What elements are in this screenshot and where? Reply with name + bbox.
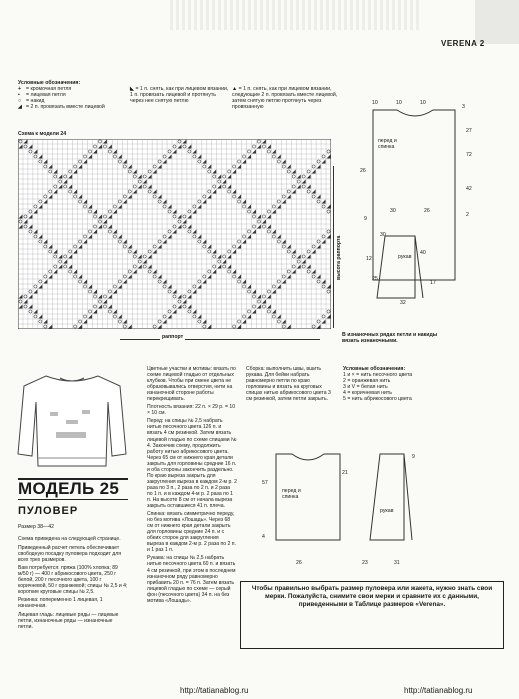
dim-label: 40 — [420, 250, 426, 256]
model-title: МОДЕЛЬ 25 — [18, 479, 120, 498]
rapport-label: раппорт — [162, 334, 184, 340]
model-size: Размер 38—42 — [18, 524, 54, 530]
legend-symbols — [18, 80, 123, 110]
page-number: 2 — [479, 39, 485, 48]
watermark-right: http://tatianablog.ru — [404, 686, 473, 695]
sizing-note-box — [240, 581, 504, 649]
knit-stitch-icon: ▪ — [18, 92, 20, 99]
legend-item-2 — [130, 86, 230, 104]
legend-item-3 — [232, 86, 338, 110]
dim-label: 30 — [390, 208, 396, 214]
dim-label: 23 — [362, 560, 368, 566]
model-subtitle: ПУЛОВЕР — [18, 505, 79, 517]
legend-item-text: = 1 п. снять, как при лицевом вязании, следующие 2 п. провязать вместе лицевой, затем снятую петлю протянуть через провязанную — [232, 86, 338, 111]
paragraph: Перед: на спицы № 2,5 набрать нитью песочного цвета 126 п. и вязать 4 см резинкой. Затем вязать лицевой гладью по схеме спицами № 4. Закончив схему, продолжить работу нитью абрикосового цвета. Через 65 см от нижнего края детали закрыть для горловины средние 16 п. и оба стороны закончить раздельно. По краю выреза закрыть для закругления выреза в каждом 2-м р. 2 раза по 3 п., 2 раза по 2 п. и 2 раза по 1 п. и в каждом 4-м р. 2 раза по 1 п. На высоте 8 см от начала выреза закрыть оставшиеся 41 п. плеча. — [147, 418, 237, 510]
legend-item: 3 и V = белая нить — [343, 384, 388, 391]
rapport-height-line — [333, 166, 334, 328]
watermark-center: http://tatianablog.ru — [180, 686, 249, 695]
dim-label: 26 — [424, 208, 430, 214]
rapport-line — [120, 339, 320, 340]
legend-item — [18, 104, 123, 110]
chart-note: В изнаночных рядах петли и накиды вязать изнаночными. — [342, 332, 438, 345]
legend-item: 2 = оранжевая нить — [343, 378, 391, 385]
edge-stitch-icon: + — [18, 86, 22, 93]
paragraph: Резинка: попеременно 1 лицевая, 1 изнаночная. — [18, 597, 103, 610]
legend-item: 5 = нить абрикосового цвета — [343, 396, 412, 403]
double-decrease-icon: ▲ — [232, 86, 238, 92]
dim-label: 21 — [342, 470, 348, 476]
paragraph: Схема приведена на следующей странице. — [18, 536, 121, 542]
schematic-front-label: перед и спинка — [282, 488, 301, 501]
schematic-front-label: перед и спинка — [378, 138, 397, 151]
legend-item-text: = накид — [26, 98, 45, 105]
paragraph: Цветные участки и мотивы: вязать по схеме лицевой гладью от отдельных клубков. Чтобы при смене цвета не образовывались отверстия, нити на изнаночной стороне работы перекрещивать. — [147, 366, 236, 403]
dim-label: 3 — [462, 104, 465, 110]
dim-label: 9 — [412, 454, 415, 460]
paragraph: Плотность вязания: 22 п. × 29 р. = 10 × 10 см. — [147, 404, 236, 417]
dim-label: 27 — [466, 128, 472, 134]
legend-item-text: = 2 п. провязать вместе лицевой — [26, 104, 105, 111]
paragraph: Спинка: вязать симметрично переду, но без мотива «Лошадь». Через 68 см от нижнего края детали закрыть для горловины средние 24 п. и с обеих сторон для закругления выреза в каждом 2-м р. 2 раза по 2 п. и 1 раз 1 п. — [147, 511, 236, 554]
dim-label: 26 — [360, 168, 366, 174]
sweater-drawing — [16, 362, 128, 470]
schematic-sleeve-label: рукав — [398, 254, 412, 260]
paragraph: Рукава: на спицы № 2,5 набрать нитью песочного цвета 60 п. и вязать 4 см резинкой, при этом в последнем изнаночном ряду равномерно прибавить 20 п. = 76 п. Затем вязать лицевой гладью по схеме — серый фон (песочного цвета) 34 п. на без мотива «Лошадь». — [147, 555, 236, 604]
paragraph: Лицевая гладь: лицевые ряды — лицевые петли, изнаночные ряды — изнаночные петли. — [18, 611, 119, 630]
legend-item-text: = кромочная петля — [26, 86, 72, 93]
decrease-icon: ◢ — [18, 104, 22, 111]
chart-title: Схема к модели 24 — [18, 131, 67, 137]
title-rule — [18, 499, 128, 500]
instructions-col-3 — [246, 366, 334, 402]
legend-colors — [343, 366, 483, 403]
legend-title: Условные обозначения: — [343, 366, 406, 372]
dim-label: 30 — [380, 232, 386, 238]
legend-item: 4 = коричневая нить — [343, 390, 392, 397]
corner-tab — [475, 0, 519, 44]
paragraph: Вам потребуется: пряжа (100% хлопка; 89 м/50 г) — 400 г абрикосового цвета, 250 г белой, 200 г песочного цвета, 100 г коричневой, 50 г оранжевой; спицы № 2,5 и 4; короткие круговые спицы № 2,5. — [18, 565, 128, 596]
paragraph: Сборка: выполнить швы, вшить рукава. Для бейки набрать равномерно петли по краю горловины и вязать на круговых спицах нитью абрикосового цвета 3 см резинкой, затем петли закрыть. — [246, 366, 331, 403]
legend-item-text: = 1 п. снять, как при лицевом вязании, 1 п. провязать лицевой и протянуть через нее снятую петлю — [130, 86, 229, 105]
sweater-illustration — [16, 362, 128, 470]
dim-label: 4 — [262, 534, 265, 540]
legend-title: Условные обозначения: — [18, 80, 81, 86]
rapport-height-label: высота раппорта — [336, 235, 342, 280]
header-decoration — [170, 0, 420, 30]
brand-name: VERENA — [441, 39, 478, 48]
dim-label: 10 — [396, 100, 402, 106]
legend-item-text: = лицевая петля — [26, 92, 66, 99]
sizing-note-text: Чтобы правильно выбрать размер пуловера или жакета, нужно знать свои мерки. Пожалуйста, снимите свои мерки и сравните их с данными, приведенными в Таблице размеров «Verena». — [251, 585, 493, 608]
ssk-icon: ◣ — [130, 86, 134, 92]
paragraph: Приведенный расчет петель обеспечивает свободную посадку пуловера подходит для всех трех размеров. — [18, 545, 121, 564]
dim-label: 10 — [420, 100, 426, 106]
dim-label: 10 — [372, 100, 378, 106]
knitting-chart — [18, 139, 331, 329]
yarn-over-icon: ○ — [18, 98, 22, 105]
instructions-col-1 — [18, 536, 128, 630]
dim-label: 31 — [394, 560, 400, 566]
dim-label: 25 — [372, 276, 378, 282]
legend-item: 1 и × = нить песочного цвета — [343, 372, 413, 379]
instructions-col-2 — [147, 366, 237, 604]
dim-label: 72 — [466, 152, 472, 158]
chart-grid — [18, 139, 331, 329]
dim-label: 9 — [364, 216, 367, 222]
dim-label: 32 — [400, 300, 406, 306]
dim-label: 2 — [466, 212, 469, 218]
dim-label: 12 — [366, 256, 372, 262]
dim-label: 26 — [296, 560, 302, 566]
dim-label: 42 — [466, 186, 472, 192]
schematic-sleeve-label: рукав — [380, 508, 394, 514]
brand-header — [441, 39, 485, 48]
dim-label: 17 — [430, 280, 436, 286]
dim-label: 57 — [262, 480, 268, 486]
